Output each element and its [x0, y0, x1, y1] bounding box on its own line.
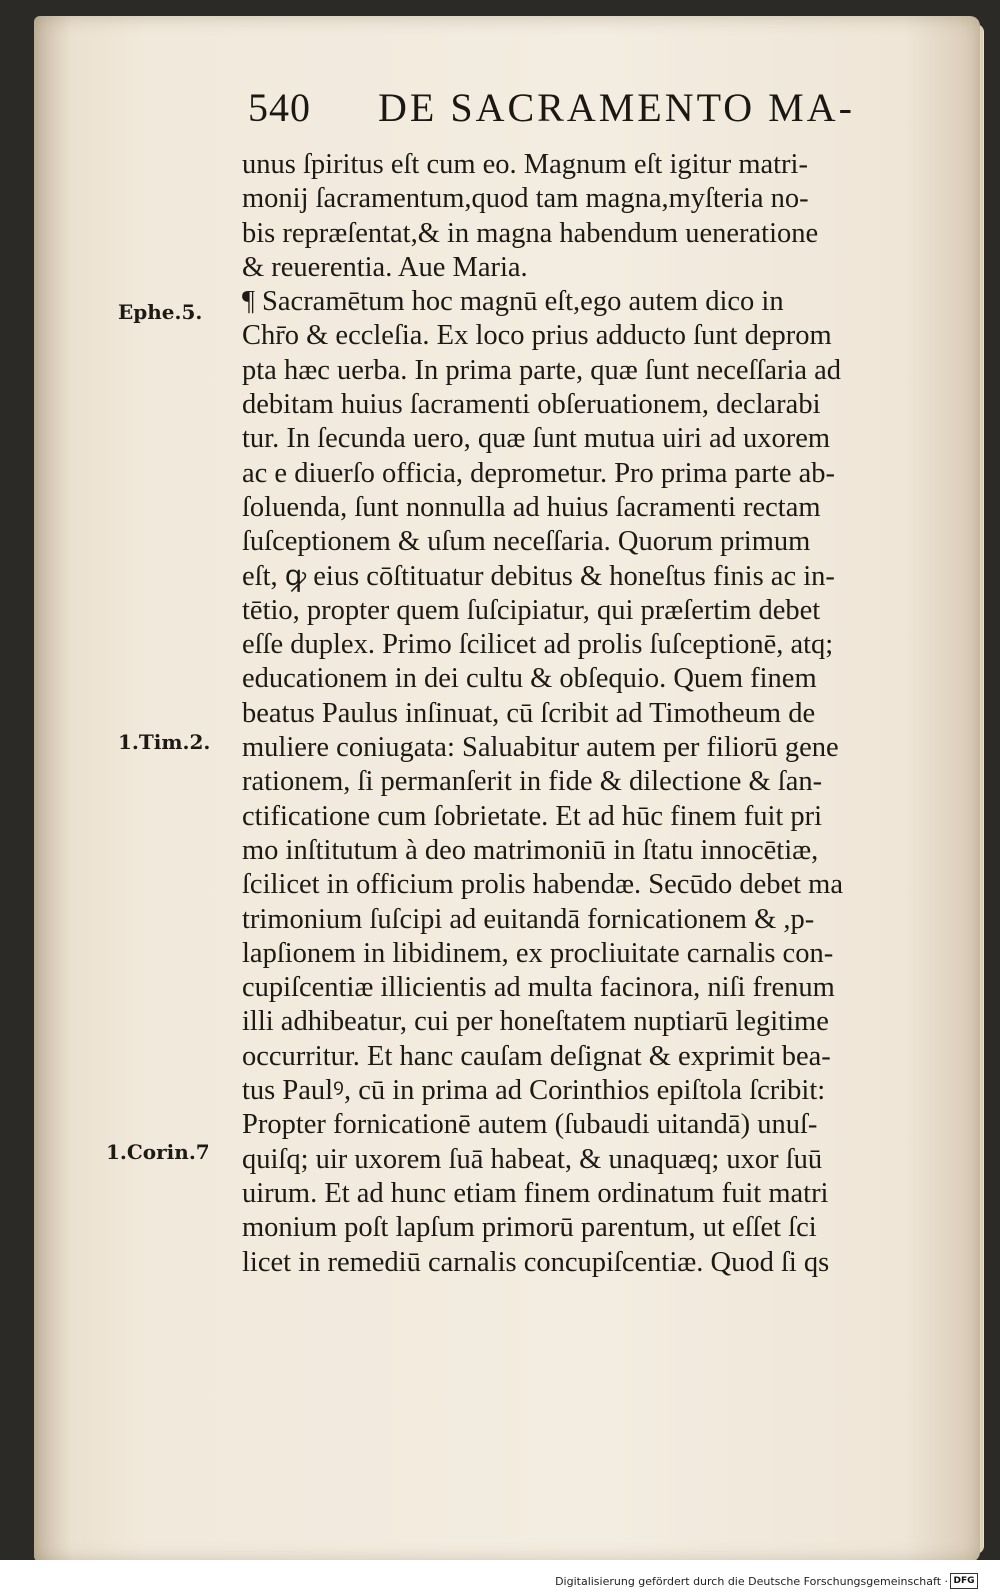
margin-note-corinthians: 1.Corin.7 — [106, 1140, 210, 1164]
text-line: tus Paulꝰ, cū in prima ad Corinthios epiſtola ſcribit: — [242, 1075, 826, 1107]
text-line: trimonium ſuſcipi ad euitandā fornicationem & ,p- — [242, 903, 815, 935]
text-line: tētio, propter quem ſuſcipiatur, qui præſertim debet — [242, 594, 821, 626]
text-line: cupiſcentiæ illicientis ad multa facinora, niſi frenum — [242, 972, 835, 1004]
text-line: lapſionem in libidinem, ex procliuitate carnalis con- — [242, 937, 834, 969]
footer-credit: Digitalisierung gefördert durch die Deutsche Forschungsgemeinschaft · — [555, 1575, 948, 1588]
text-line: uirum. Et ad hunc etiam finem ordinatum fuit matri — [242, 1177, 829, 1209]
text-line: monium poſt lapſum primorū parentum, ut eſſet ſci — [242, 1212, 817, 1244]
text-line: ſcilicet in officium prolis habendæ. Secūdo debet ma — [242, 869, 843, 901]
text-line: unus ſpiritus eſt cum eo. Magnum eſt igitur matri- — [242, 149, 808, 180]
text-line: illi adhibeatur, cui per honeſtatem nuptiarū legitime — [242, 1006, 829, 1038]
text-line: eſſe duplex. Primo ſcilicet ad prolis ſuſceptionē, atq; — [242, 629, 834, 661]
text-line: debitam huius ſacramenti obſeruationem, declarabi — [242, 389, 821, 421]
text-line: monij ſacramentum,quod tam magna,myſteria no- — [242, 183, 809, 215]
text-line: ¶ Sacramētum hoc magnū eſt,ego autem dico in — [242, 286, 784, 318]
text-line: muliere coniugata: Saluabitur autem per filiorū gene — [242, 732, 839, 764]
text-line: pta hæc uerba. In prima parte, quæ ſunt neceſſaria ad — [242, 354, 842, 386]
text-line: ctificatione cum ſobrietate. Et ad hūc finem fuit pri — [242, 800, 823, 832]
text-line: & reuerentia. Aue Maria. — [242, 251, 528, 283]
text-line: rationem, ſi permanſerit in fide & dilectione & ſan- — [242, 766, 823, 798]
page-number: 540 — [248, 85, 311, 130]
text-line: Chr̄o & eccleſia. Ex loco prius adducto ſunt deprom — [242, 320, 832, 352]
text-line: ſuſceptionem & uſum neceſſaria. Quorum primum — [242, 526, 811, 558]
text-line: quiſq; uir uxorem ſuā habeat, & unaquæq; uxor ſuū — [242, 1143, 823, 1175]
text-line: mo inſtitutum à deo matrimoniū in ſtatu innocētiæ, — [242, 834, 819, 866]
text-line: ac e diuerſo officia, deprometur. Pro prima parte ab- — [242, 457, 835, 489]
page-header — [248, 84, 968, 136]
margin-note-timothy: 1.Tim.2. — [118, 730, 211, 754]
text-line: occurritur. Et hanc cauſam deſignat & exprimit bea- — [242, 1040, 831, 1072]
text-line: ſoluenda, ſunt nonnulla ad huius ſacramenti rectam — [242, 491, 821, 523]
text-line: licet in remediū carnalis concupiſcentiæ. Quod ſi qs — [242, 1246, 830, 1278]
text-line: tur. In ſecunda uero, quæ ſunt mutua uiri ad uxorem — [242, 423, 831, 455]
text-line: beatus Paulus inſinuat, cū ſcribit ad Timotheum de — [242, 697, 816, 729]
text-line: educationem in dei cultu & obſequio. Quem finem — [242, 663, 817, 695]
text-line: eſt, ꝙ eius cōſtituatur debitus & honeſtus finis ac in- — [242, 560, 835, 592]
body-text — [242, 148, 982, 1280]
text-line: bis repræſentat,& in magna habendum ueneratione — [242, 217, 819, 249]
margin-note-ephesians: Ephe.5. — [118, 300, 203, 324]
text-line: Propter fornicationē autem (ſubaudi uitandā) unuſ- — [242, 1109, 818, 1141]
running-title: DE SACRAMENTO MA- — [378, 85, 855, 130]
dfg-logo: DFG — [950, 1573, 978, 1589]
